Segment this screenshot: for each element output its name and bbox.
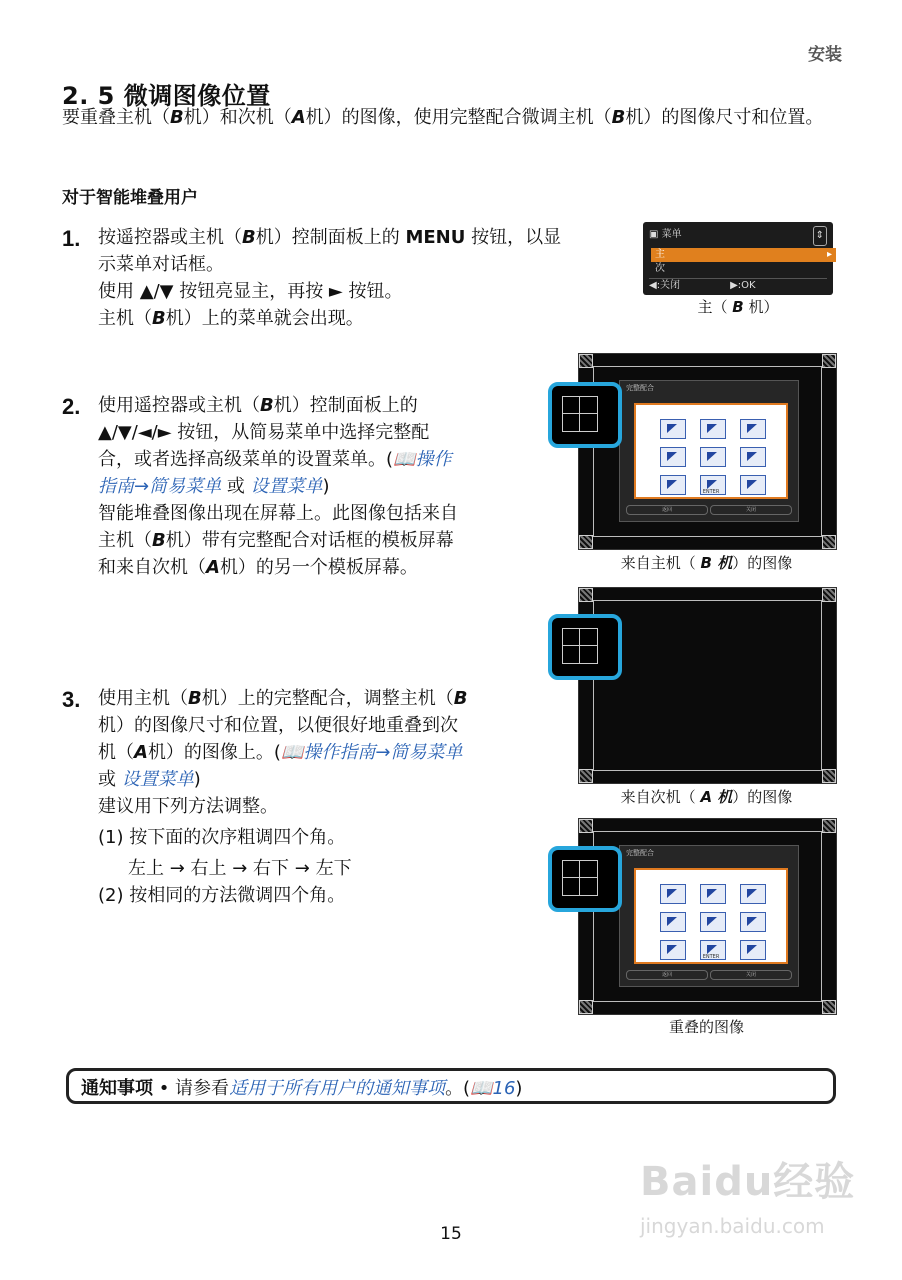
caption-main-unit: 来自主机（ B 机）的图像 xyxy=(620,554,793,572)
menu-title: ▣ 菜单 ⇕ xyxy=(649,226,827,244)
step-1-text: 按遥控器或主机（B机）控制面板上的 MENU 按钮，以显 示菜单对话框。 使用 ▲/▼ 按钮亮显主，再按 ► 按钮。 主机（B机）上的菜单就会出现。 xyxy=(98,227,562,329)
edge-adjust-icon[interactable] xyxy=(660,912,686,932)
watermark-url: jingyan.baidu.com xyxy=(640,1214,825,1238)
page-number: 15 xyxy=(440,1224,462,1244)
edge-adjust-icon[interactable] xyxy=(660,447,686,467)
menu-item-sub[interactable]: 次 xyxy=(655,263,665,274)
corner-adjust-icon[interactable] xyxy=(660,419,686,439)
back-button[interactable]: 返回 xyxy=(626,505,708,515)
caption-overlapped: 重叠的图像 xyxy=(668,1018,744,1036)
corner-grid-icon xyxy=(562,396,598,432)
corner-adjust-icon[interactable] xyxy=(740,419,766,439)
intro-paragraph: 要重叠主机（B机）和次机（A机）的图像，使用完整配合微调主机（B机）的图像尺寸和位置。 xyxy=(62,107,824,128)
menu-dialog xyxy=(643,222,833,295)
edge-adjust-icon[interactable] xyxy=(740,447,766,467)
caption-sub-unit: 来自次机（ A 机）的图像 xyxy=(620,788,793,806)
menu-footer: ◀:关闭 ▶:OK xyxy=(649,278,827,293)
subheading: 对于智能堆叠用户 xyxy=(62,188,198,208)
step-2-number: 2. xyxy=(62,394,81,419)
close-button[interactable]: 关闭 xyxy=(710,505,792,515)
corner-adjust-icon[interactable] xyxy=(740,884,766,904)
edge-adjust-icon[interactable] xyxy=(700,419,726,439)
section-title: 2. 5 微调图像位置 xyxy=(62,82,271,110)
zoom-callout xyxy=(548,382,622,448)
zoom-callout xyxy=(548,846,622,912)
menu-caption: 主（ B 机） xyxy=(697,298,779,316)
notice-link[interactable]: 适用于所有用户的通知事项 xyxy=(229,1078,446,1099)
close-button[interactable]: 关闭 xyxy=(710,970,792,980)
scroll-icon: ⇕ xyxy=(813,226,827,246)
corner-grid-icon xyxy=(562,860,598,896)
back-button[interactable]: 返回 xyxy=(626,970,708,980)
zoom-callout xyxy=(548,614,622,680)
fit-dialog: 完整配合 ENTER 返回 关闭 xyxy=(619,845,799,987)
menu-item-main[interactable]: 主 ▸ xyxy=(651,248,836,262)
notice-box: 通知事项 • 请参看适用于所有用户的通知事项。(📖16) xyxy=(66,1068,836,1104)
center-adjust-icon[interactable] xyxy=(700,447,726,467)
fit-dialog: 完整配合 ENTER 返回 关闭 xyxy=(619,380,799,522)
step-3-text: 使用主机（B机）上的完整配合，调整主机（B 机）的图像尺寸和位置，以便很好地重叠到次 机（A机）的图像上。(📖操作指南→简易菜单 或 设置菜单) 建议用下列方法调整。 (1) 按下面的次序粗调四个角。 左上 → 右上 → 右下 → 左下 (2) 按相同的方法微调四个角。 xyxy=(98,688,468,906)
center-adjust-icon[interactable] xyxy=(700,912,726,932)
edge-adjust-icon[interactable] xyxy=(700,884,726,904)
section-tag: 安装 xyxy=(808,45,842,65)
corner-adjust-icon[interactable] xyxy=(660,884,686,904)
step-1-number: 1. xyxy=(62,226,81,251)
edge-adjust-icon[interactable] xyxy=(740,912,766,932)
step-2-text: 使用遥控器或主机（B机）控制面板上的 ▲/▼/◄/► 按钮，从简易菜单中选择完整配 合，或者选择高级菜单的设置菜单。(📖操作 指南→简易菜单 或 设置菜单) 智能堆叠图像出现在屏幕上。此图像包括来自 主机（B机）带有完整配合对话框的模板屏幕 和来自次机（A机）的另一个模板屏幕。 xyxy=(98,395,458,578)
page-ref-link[interactable]: 📖16 xyxy=(470,1078,516,1099)
step-3-number: 3. xyxy=(62,687,81,712)
corner-grid-icon xyxy=(562,628,598,664)
watermark-logo: Baidu经验 xyxy=(640,1159,856,1205)
